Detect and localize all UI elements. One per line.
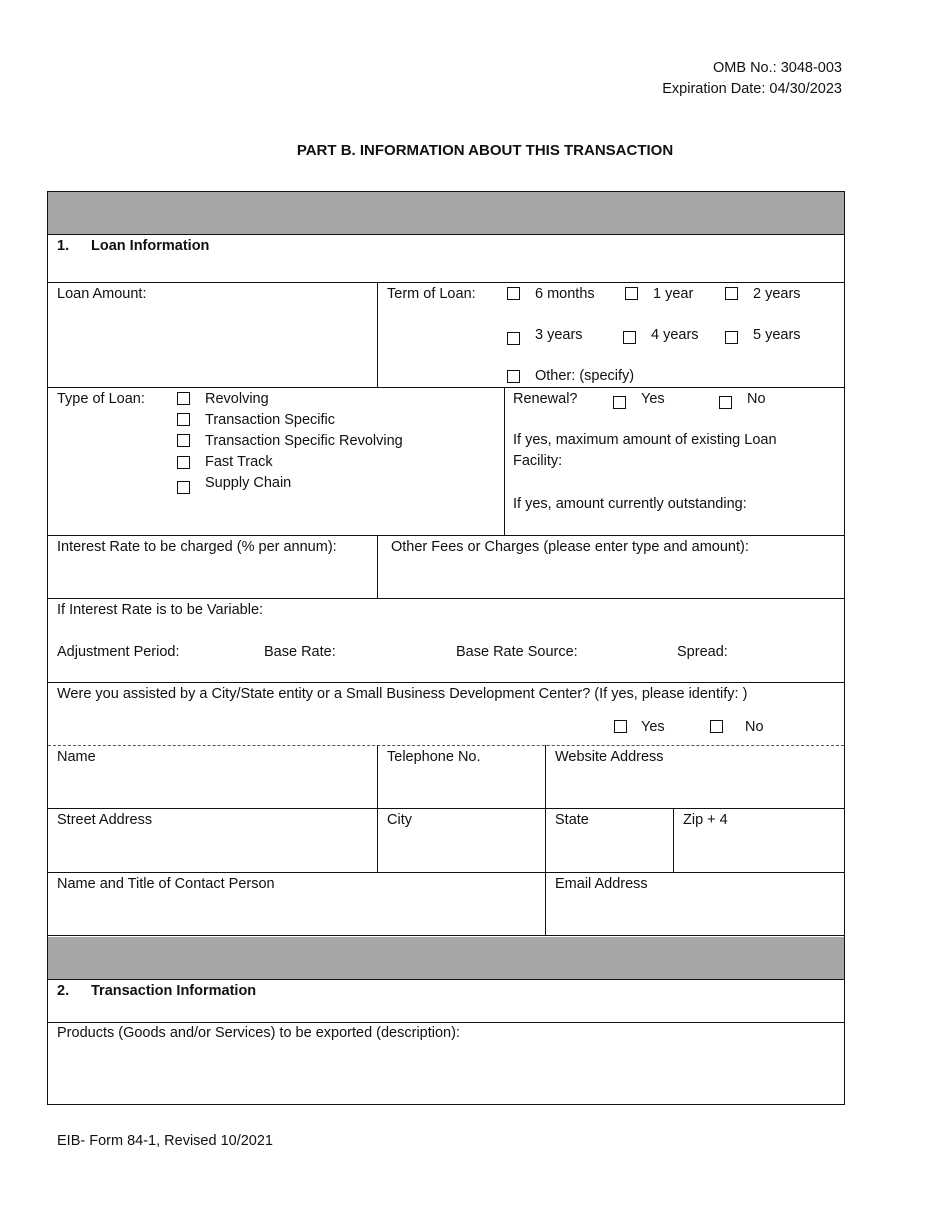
state-field-label: State (555, 812, 589, 828)
base-rate-source-label: Base Rate Source: (456, 644, 578, 660)
term-2-years-label: 2 years (753, 286, 801, 302)
adjustment-period-label: Adjustment Period: (57, 644, 180, 660)
term-4-years-label: 4 years (651, 327, 699, 343)
city-field-label: City (387, 812, 412, 828)
form-footer: EIB- Form 84-1, Revised 10/2021 (57, 1133, 273, 1149)
omb-number: OMB No.: 3048-003 (713, 60, 842, 76)
telephone-field-label: Telephone No. (387, 749, 481, 765)
assisted-yes-checkbox[interactable] (614, 720, 627, 733)
name-field-label: Name (57, 749, 96, 765)
section2-title: Transaction Information (91, 983, 257, 999)
section2-number: 2. (57, 983, 70, 999)
loan-amount-label: Loan Amount: (57, 286, 147, 302)
assisted-no-checkbox[interactable] (710, 720, 723, 733)
renewal-label: Renewal? (513, 391, 578, 407)
renewal-no-label: No (747, 391, 766, 407)
page-title: PART B. INFORMATION ABOUT THIS TRANSACTION (296, 142, 674, 159)
outstanding-label: If yes, amount currently outstanding: (513, 496, 747, 512)
type-transaction-specific-revolving-checkbox[interactable] (177, 434, 190, 447)
section1-header-bar (48, 192, 844, 234)
type-revolving-label: Revolving (205, 391, 269, 407)
divider (48, 979, 844, 980)
email-field-label: Email Address (555, 876, 648, 892)
street-field-label: Street Address (57, 812, 153, 828)
type-transaction-specific-revolving-label: Transaction Specific Revolving (205, 433, 403, 449)
max-amount-label-cont: Facility: (513, 453, 563, 469)
divider (48, 234, 844, 235)
variable-rate-label: If Interest Rate is to be Variable: (57, 602, 264, 618)
type-supply-chain-label: Supply Chain (205, 475, 292, 491)
term-other-label: Other: (specify) (535, 368, 635, 384)
divider (48, 745, 844, 746)
type-fast-track-checkbox[interactable] (177, 456, 190, 469)
divider-vertical (377, 745, 378, 872)
type-of-loan-label: Type of Loan: (57, 391, 145, 407)
term-5-years-checkbox[interactable] (725, 331, 738, 344)
divider-vertical (545, 745, 546, 935)
term-6-months-label: 6 months (535, 286, 595, 302)
max-amount-label: If yes, maximum amount of existing Loan (513, 432, 777, 448)
divider-vertical (673, 808, 674, 872)
divider-vertical (504, 387, 505, 535)
term-other-checkbox[interactable] (507, 370, 520, 383)
assisted-question: Were you assisted by a City/State entity or a Small Business Development Center? (If yes, please identify: ) (57, 686, 748, 702)
divider (48, 872, 844, 873)
type-transaction-specific-label: Transaction Specific (205, 412, 336, 428)
divider (48, 598, 844, 599)
contact-person-field-label: Name and Title of Contact Person (57, 876, 275, 892)
type-supply-chain-checkbox[interactable] (177, 481, 190, 494)
term-1-year-checkbox[interactable] (625, 287, 638, 300)
section2-header-bar (48, 937, 844, 979)
zip-field-label: Zip + 4 (683, 812, 728, 828)
assisted-yes-label: Yes (641, 719, 665, 735)
interest-rate-label: Interest Rate to be charged (% per annum): (57, 539, 337, 555)
term-1-year-label: 1 year (653, 286, 694, 302)
term-3-years-checkbox[interactable] (507, 332, 520, 345)
divider (48, 1022, 844, 1023)
renewal-no-checkbox[interactable] (719, 396, 732, 409)
divider (48, 387, 844, 388)
section1-title: Loan Information (91, 238, 210, 254)
other-fees-label: Other Fees or Charges (please enter type and amount): (391, 539, 749, 555)
divider (48, 935, 844, 936)
divider (48, 535, 844, 536)
term-5-years-label: 5 years (753, 327, 801, 343)
renewal-yes-label: Yes (641, 391, 665, 407)
divider (48, 808, 844, 809)
assisted-no-label: No (745, 719, 764, 735)
term-of-loan-label: Term of Loan: (387, 286, 476, 302)
expiration-date: Expiration Date: 04/30/2023 (662, 81, 842, 97)
divider (48, 282, 844, 283)
divider-vertical (377, 535, 378, 598)
term-2-years-checkbox[interactable] (725, 287, 738, 300)
type-transaction-specific-checkbox[interactable] (177, 413, 190, 426)
base-rate-label: Base Rate: (264, 644, 336, 660)
website-field-label: Website Address (555, 749, 664, 765)
type-fast-track-label: Fast Track (205, 454, 273, 470)
term-3-years-label: 3 years (535, 327, 583, 343)
type-revolving-checkbox[interactable] (177, 392, 190, 405)
term-6-months-checkbox[interactable] (507, 287, 520, 300)
products-label: Products (Goods and/or Services) to be exported (description): (57, 1025, 460, 1041)
divider-vertical (377, 282, 378, 387)
term-4-years-checkbox[interactable] (623, 331, 636, 344)
section1-number: 1. (57, 238, 70, 254)
spread-label: Spread: (677, 644, 728, 660)
renewal-yes-checkbox[interactable] (613, 396, 626, 409)
divider (48, 682, 844, 683)
